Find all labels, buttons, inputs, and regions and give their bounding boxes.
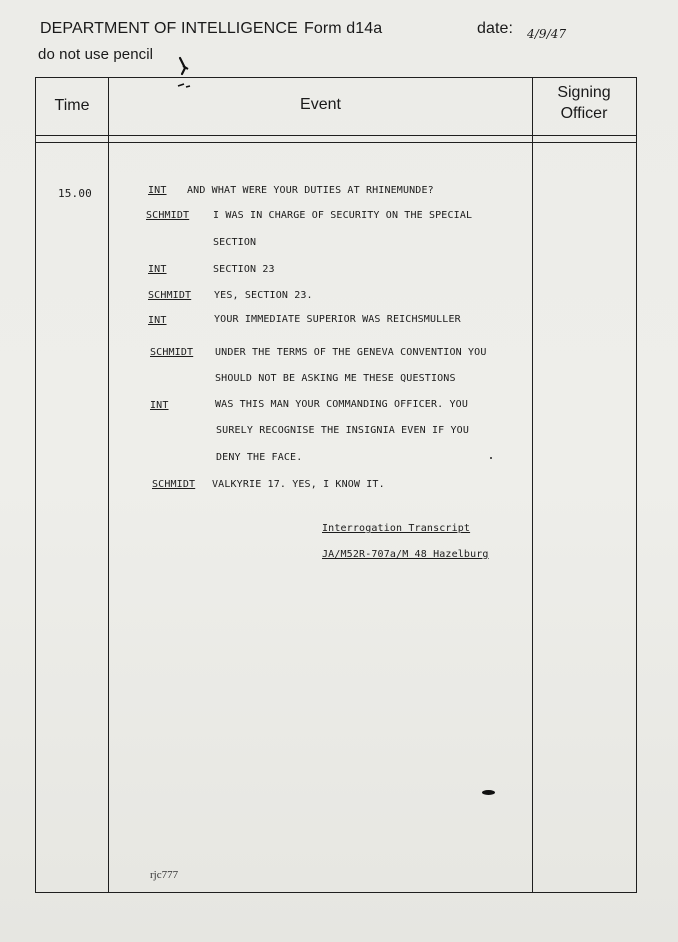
transcript-line: SURELY RECOGNISE THE INSIGNIA EVEN IF YOU xyxy=(216,425,469,436)
reference-title: Interrogation Transcript xyxy=(322,523,471,534)
column-header-time: Time xyxy=(54,97,90,114)
transcript-line: AND WHAT WERE YOUR DUTIES AT RHINEMUNDE? xyxy=(187,185,434,196)
transcript-line: YES, SECTION 23. xyxy=(214,290,313,301)
footer-initials: rjc777 xyxy=(150,869,179,881)
speaker-label: INT xyxy=(148,264,167,275)
ink-blot xyxy=(482,790,495,795)
transcript-line: WAS THIS MAN YOUR COMMANDING OFFICER. YOU xyxy=(215,399,468,410)
column-divider-officer xyxy=(532,77,533,893)
department-title: DEPARTMENT OF INTELLIGENCE xyxy=(40,20,298,37)
speaker-label: SCHMIDT xyxy=(150,347,194,358)
speaker-label: SCHMIDT xyxy=(152,479,196,490)
transcript-line: YOUR IMMEDIATE SUPERIOR WAS REICHSMULLER xyxy=(214,314,461,325)
officer-header-line2: Officer xyxy=(560,105,608,122)
transcript-line: SHOULD NOT BE ASKING ME THESE QUESTIONS xyxy=(215,373,456,384)
speaker-label: SCHMIDT xyxy=(148,290,192,301)
entry-time: 15.00 xyxy=(58,187,92,200)
ink-speck xyxy=(490,457,492,459)
officer-header-line1: Signing xyxy=(557,84,611,101)
transcript-line: UNDER THE TERMS OF THE GENEVA CONVENTION YOU xyxy=(215,347,487,358)
transcript-line: I WAS IN CHARGE OF SECURITY ON THE SPECIAL xyxy=(213,210,473,221)
transcript-line: SECTION 23 xyxy=(213,264,275,275)
date-label: date: xyxy=(477,20,514,37)
form-number: Form d14a xyxy=(304,20,383,37)
transcript-line: VALKYRIE 17. YES, I KNOW IT. xyxy=(212,479,385,490)
pencil-notice: do not use pencil xyxy=(38,46,154,63)
speaker-label: INT xyxy=(148,315,167,326)
transcript-line: DENY THE FACE. xyxy=(216,452,303,463)
column-divider-time xyxy=(108,77,109,893)
date-value: 4/9/47 xyxy=(527,27,567,41)
column-header-officer xyxy=(533,82,635,124)
speaker-label: SCHMIDT xyxy=(146,210,190,221)
header-rule-top xyxy=(35,135,637,136)
transcript-line: SECTION xyxy=(213,237,257,248)
speaker-label: INT xyxy=(150,400,169,411)
column-header-event: Event xyxy=(300,96,341,113)
header-rule-bottom xyxy=(35,142,637,143)
reference-code: JA/M52R-707a/M 48 Hazelburg xyxy=(322,549,489,560)
speaker-label: INT xyxy=(148,185,167,196)
